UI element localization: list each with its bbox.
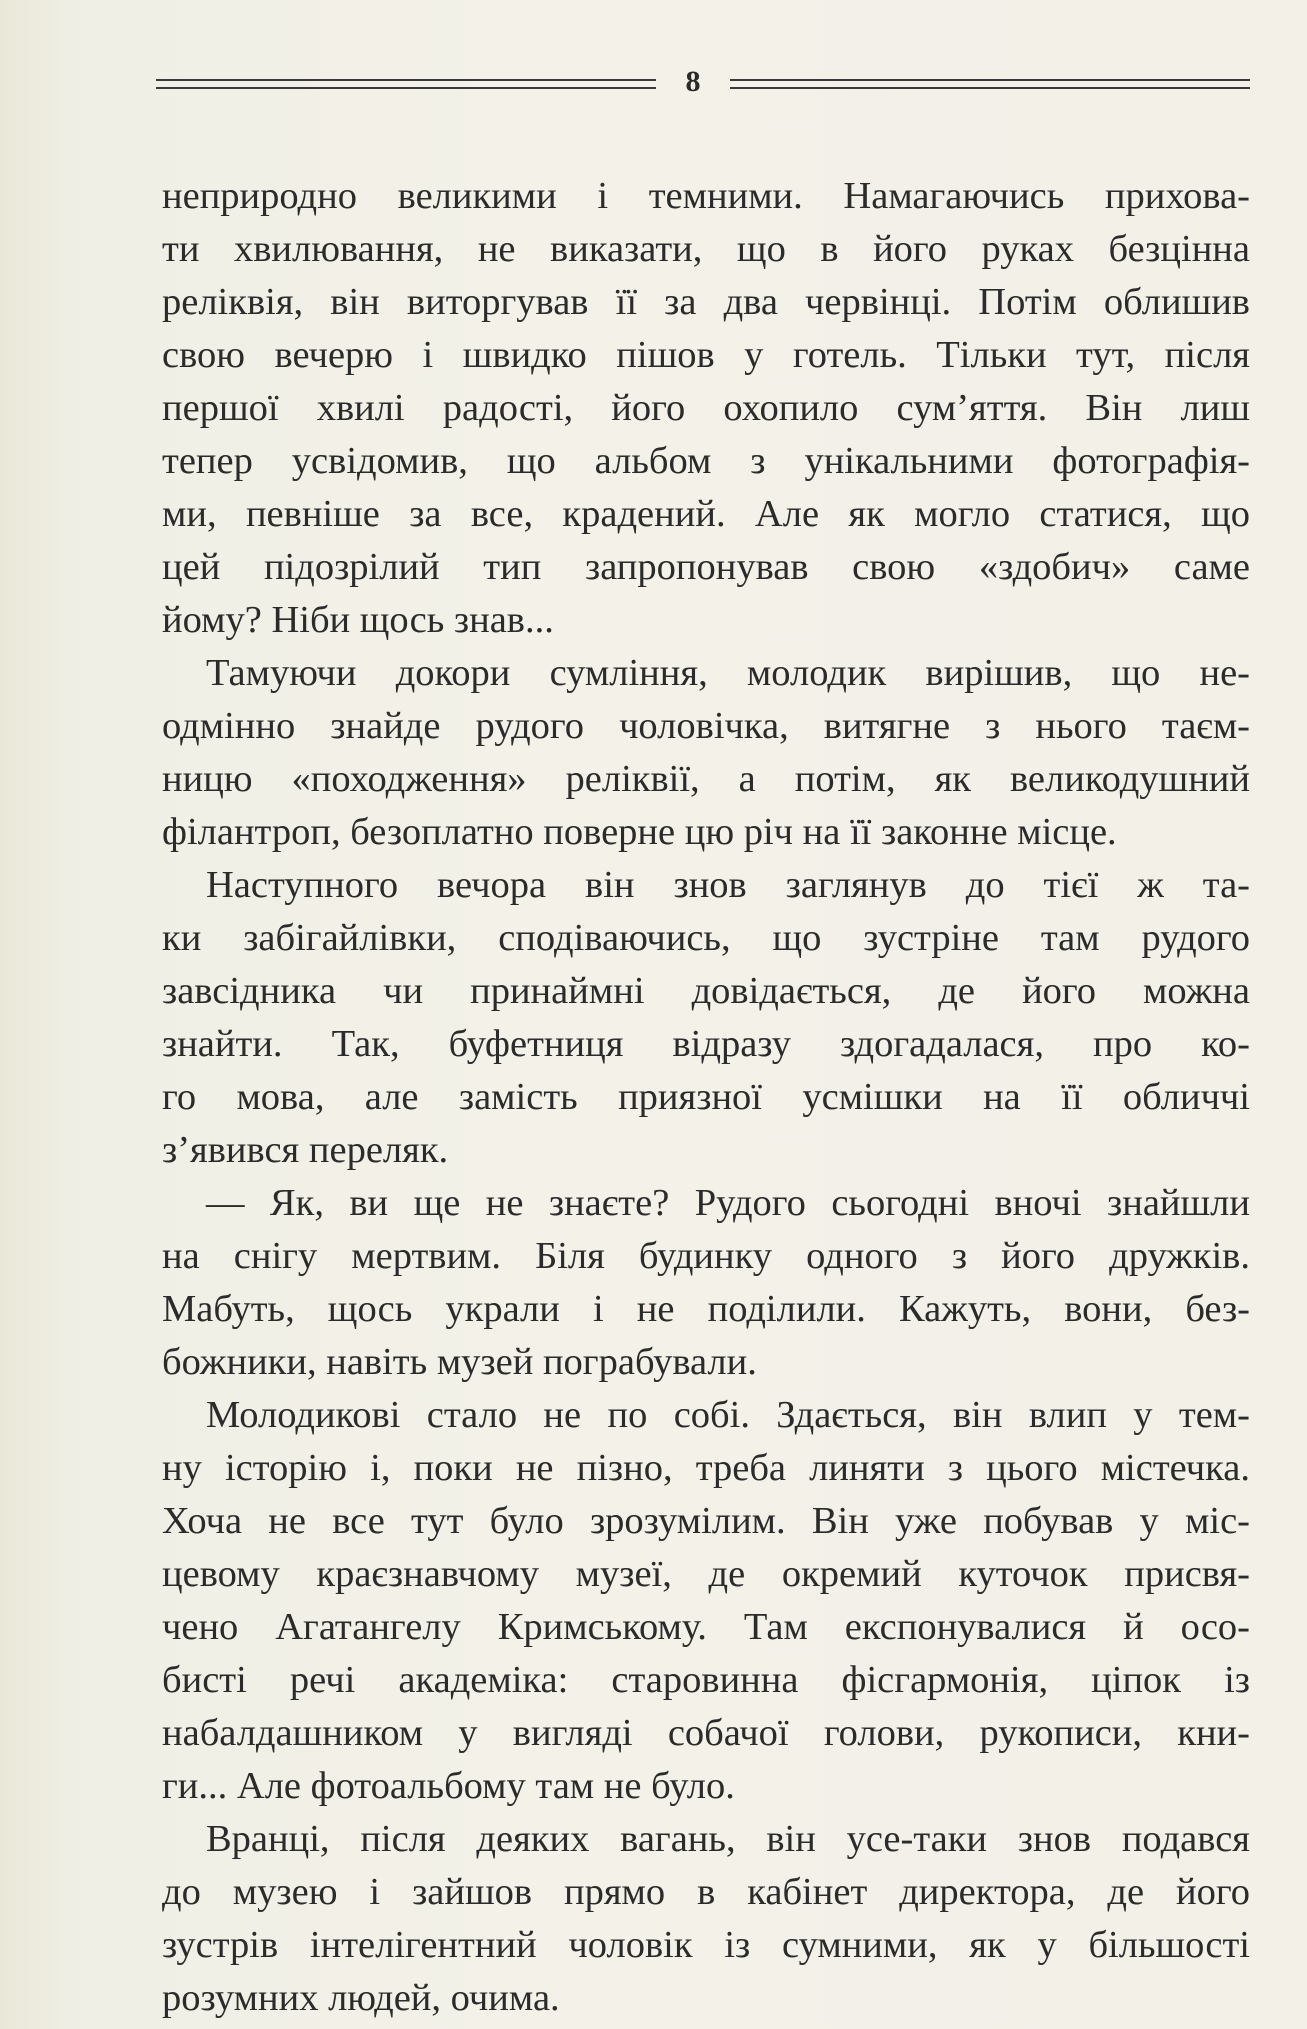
text-line: одмінно знайде рудого чоловічка, витягне з нього таєм- <box>162 705 1250 747</box>
text-line: — Як, ви ще не знаєте? Рудого сьогодні вночі знайшли <box>206 1182 1250 1224</box>
paragraph <box>162 647 1250 859</box>
text-line: бисті речі академіка: старовинна фісгармонія, ціпок із <box>162 1659 1250 1701</box>
text-line: ти хвилювання, не виказати, що в його руках безцінна <box>162 228 1250 270</box>
paragraph <box>162 1813 1250 2025</box>
text-line: реліквія, він виторгував її за два червінці. Потім облишив <box>162 281 1250 323</box>
text-line: до музею і зайшов прямо в кабінет директора, де його <box>162 1871 1250 1913</box>
paragraph <box>162 170 1250 647</box>
paragraph <box>162 859 1250 1177</box>
text-line: зустрів інтелігентний чоловік із сумними, як у більшості <box>162 1924 1250 1966</box>
text-line: розумних людей, очима. <box>162 1977 560 2019</box>
text-line: Мабуть, щось украли і не поділили. Кажуть, вони, без- <box>162 1288 1250 1330</box>
text-line: цей підозрілий тип запропонував свою «здобич» саме <box>162 546 1250 588</box>
text-line: Тамуючи докори сумління, молодик вирішив, що не- <box>206 652 1250 694</box>
page-header <box>156 62 1250 102</box>
text-line: знайти. Так, буфетниця відразу здогадалася, про ко- <box>162 1023 1250 1065</box>
text-line: Вранці, після деяких вагань, він усе-таки знов подався <box>206 1818 1250 1860</box>
text-line: Молодикові стало не по собі. Здається, він влип у тем- <box>206 1394 1250 1436</box>
text-line: з’явився переляк. <box>162 1129 449 1171</box>
text-line: го мова, але замість приязної усмішки на її обличчі <box>162 1076 1250 1118</box>
header-rule-left <box>156 79 656 89</box>
text-line: першої хвилі радості, його охопило сум’яття. Він лиш <box>162 387 1250 429</box>
text-line: ницю «походження» реліквії, а потім, як великодушний <box>162 758 1250 800</box>
text-line: цевому краєзнавчому музеї, де окремий куточок присвя- <box>162 1553 1250 1595</box>
text-line: чено Агатангелу Кримському. Там експонувалися й осо- <box>162 1606 1250 1648</box>
paragraph <box>162 1177 1250 1389</box>
text-line: тепер усвідомив, що альбом з унікальними фотографія- <box>162 440 1250 482</box>
text-line: Наступного вечора він знов заглянув до тієї ж та- <box>206 864 1250 906</box>
page-number: 8 <box>685 65 701 98</box>
text-line: свою вечерю і швидко пішов у готель. Тільки тут, після <box>162 334 1250 376</box>
text-line: Хоча не все тут було зрозумілим. Він уже побував у міс- <box>162 1500 1250 1542</box>
text-line: завсідника чи принаймні довідається, де його можна <box>162 970 1250 1012</box>
text-line: набалдашником у вигляді собачої голови, рукописи, кни- <box>162 1712 1250 1754</box>
header-rule-right <box>730 79 1250 89</box>
text-line: неприродно великими і темними. Намагаючись прихова- <box>162 175 1250 217</box>
text-line: ну історію і, поки не пізно, треба линяти з цього містечка. <box>162 1447 1250 1489</box>
text-line: йому? Ніби щось знав... <box>162 599 554 641</box>
body-text <box>162 170 1250 2025</box>
text-line: божники, навіть музей пограбували. <box>162 1341 757 1383</box>
text-line: філантроп, безоплатно поверне цю річ на її законне місце. <box>162 811 1117 853</box>
text-line: ки забігайлівки, сподіваючись, що зустріне там рудого <box>162 917 1250 959</box>
text-line: ми, певніше за все, крадений. Але як могло статися, що <box>162 493 1250 535</box>
paragraph <box>162 1389 1250 1813</box>
text-line: на снігу мертвим. Біля будинку одного з його дружків. <box>162 1235 1250 1277</box>
text-line: ги... Але фотоальбому там не було. <box>162 1765 735 1807</box>
